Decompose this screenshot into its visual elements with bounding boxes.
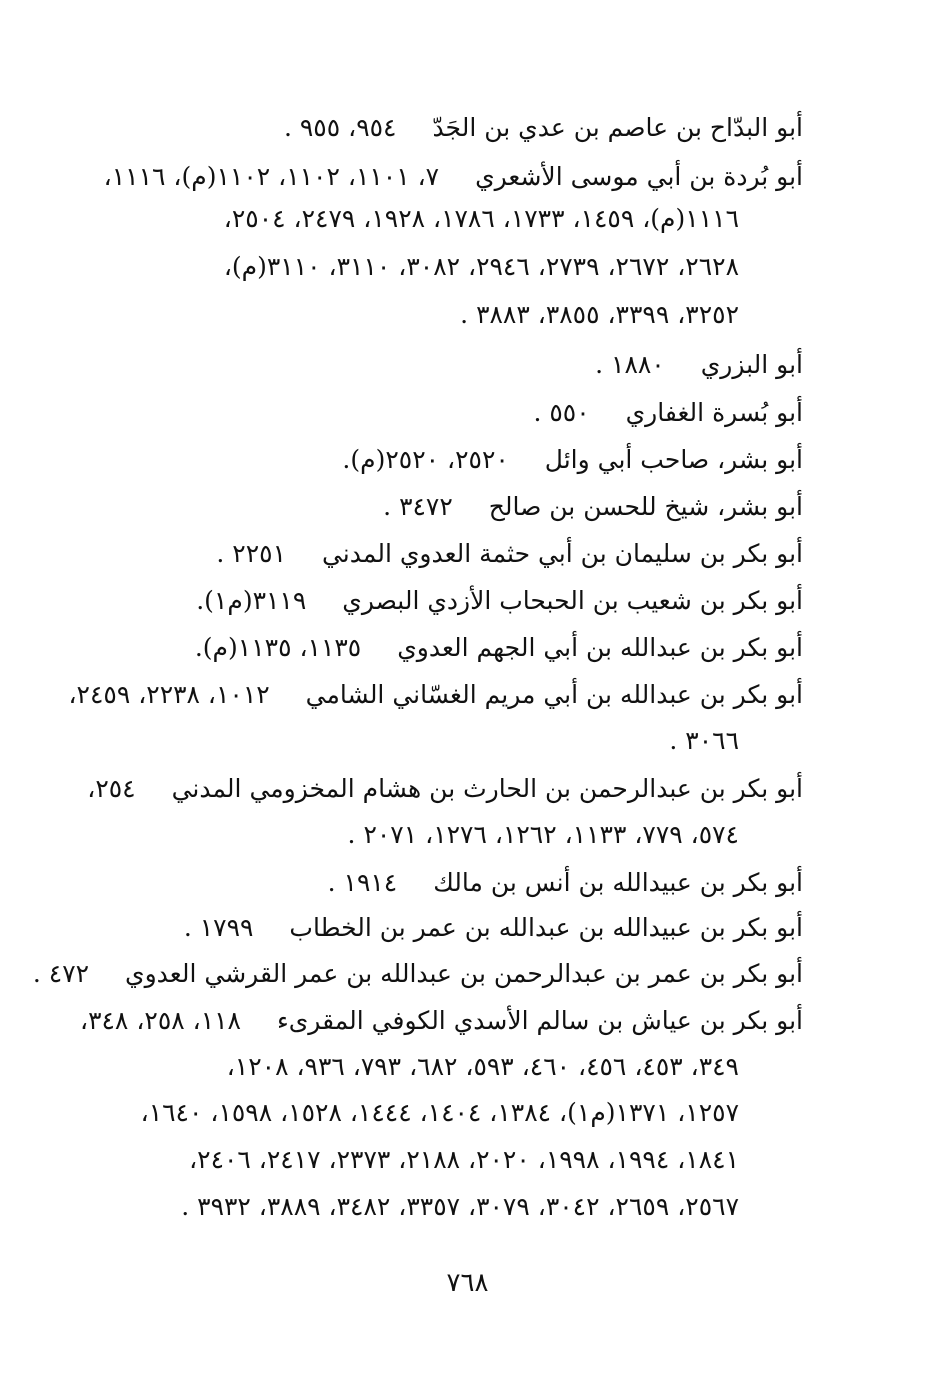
entry-name: أبو بكر بن عبدالله بن أبي الجهم العدوي bbox=[397, 633, 803, 662]
entry-references: ٥٥٠ . bbox=[533, 398, 590, 427]
entry-references: ٩٥٤، ٩٥٥ . bbox=[283, 113, 397, 142]
entry-references: ٢٥٢٠، ٢٥٢٠(م). bbox=[342, 445, 509, 474]
entry-references: ٣٤٩، ٤٥٣، ٤٥٦، ٤٦٠، ٥٩٣، ٦٨٢، ٧٩٣، ٩٣٦، ١٢٠٨، bbox=[226, 1052, 739, 1081]
entry-continuation bbox=[460, 298, 739, 332]
index-entry bbox=[195, 631, 803, 665]
entry-references: ١٧٩٩ . bbox=[183, 913, 254, 942]
index-entry bbox=[196, 584, 803, 618]
index-entry bbox=[80, 1004, 803, 1038]
entry-name: أبو بكر بن عبدالرحمن بن الحارث بن هشام المخزومي المدني bbox=[171, 774, 803, 803]
entry-name: أبو بُردة بن أبي موسى الأشعري bbox=[475, 162, 803, 191]
entry-references: ١٢٥٧، ١٣٧١(م١)، ١٣٨٤، ١٤٠٤، ١٤٤٤، ١٥٢٨، ١٥٩٨، ١٦٤٠، bbox=[140, 1098, 739, 1127]
entry-references: ١٩١٤ . bbox=[327, 868, 398, 897]
entry-name: أبو بكر بن عبدالله بن أبي مريم الغسّاني الشامي bbox=[305, 680, 803, 709]
entry-continuation bbox=[141, 1096, 739, 1130]
entry-references: ٤٧٢ . bbox=[32, 959, 90, 988]
index-entry bbox=[104, 160, 803, 194]
entry-references: ١١٣٥، ١١٣٥(م). bbox=[194, 633, 362, 662]
entry-continuation bbox=[227, 1050, 739, 1084]
entry-references: ٣٢٥٢، ٣٣٩٩، ٣٨٥٥، ٣٨٨٣ . bbox=[460, 300, 739, 329]
entry-references: ٢٦٢٨، ٢٦٧٢، ٢٧٣٩، ٢٩٤٦، ٣٠٨٢، ٣١١٠، ٣١١٠(م)، bbox=[223, 252, 739, 281]
index-entry bbox=[533, 396, 803, 430]
entry-continuation bbox=[189, 1143, 739, 1177]
index-entry bbox=[328, 866, 803, 900]
index-entry bbox=[184, 911, 803, 945]
index-entry bbox=[595, 348, 803, 382]
entry-references: ٥٧٤، ٧٧٩، ١١٣٣، ١٢٦٢، ١٢٧٦، ٢٠٧١ . bbox=[347, 820, 739, 849]
page-number: ٧٦٨ bbox=[446, 1268, 489, 1298]
entry-name: أبو البدّاح بن عاصم بن عدي بن الجَدّ bbox=[432, 113, 803, 142]
entry-continuation bbox=[348, 818, 739, 852]
index-entry bbox=[383, 490, 803, 524]
entry-name: أبو بكر بن عياش بن سالم الأسدي الكوفي المقرىء bbox=[276, 1006, 803, 1035]
entry-references: ٣١١٩(م١). bbox=[196, 586, 307, 615]
index-entry bbox=[87, 772, 803, 806]
index-entry bbox=[216, 537, 803, 571]
entry-references: ١١٨، ٢٥٨، ٣٤٨، bbox=[80, 1006, 241, 1035]
entry-name: أبو بكر بن عبيدالله بن أنس بن مالك bbox=[433, 868, 803, 897]
entry-name: أبو بكر بن سليمان بن أبي حثمة العدوي المدني bbox=[321, 539, 803, 568]
entry-references: ٣٤٧٢ . bbox=[383, 492, 453, 521]
index-entry bbox=[68, 678, 803, 712]
entry-continuation bbox=[224, 202, 739, 236]
entry-continuation bbox=[181, 1190, 739, 1224]
entry-references: ٢٢٥١ . bbox=[216, 539, 286, 568]
entry-name: أبو بكر بن شعيب بن الحبحاب الأزدي البصري bbox=[342, 586, 803, 615]
index-entry bbox=[33, 957, 803, 991]
entry-references: ٣٠٦٦ . bbox=[669, 726, 739, 755]
entry-name: أبو بُسرة الغفاري bbox=[625, 398, 803, 427]
entry-name: أبو بكر بن عبيدالله بن عبدالله بن عمر بن الخطاب bbox=[289, 913, 803, 942]
entry-name: أبو البزري bbox=[700, 350, 803, 379]
entry-name: أبو بشر، صاحب أبي وائل bbox=[544, 445, 803, 474]
entry-references: ١٨٤١، ١٩٩٤، ١٩٩٨، ٢٠٢٠، ٢١٨٨، ٢٣٧٣، ٢٤١٧، ٢٤٠٦، bbox=[189, 1145, 739, 1174]
entry-continuation bbox=[669, 724, 739, 758]
entry-references: ٧، ١١٠١، ١١٠٢، ١١٠٢(م)، ١١١٦، bbox=[103, 162, 440, 191]
entry-references: ٢٥٤، bbox=[87, 774, 136, 803]
entry-references: ١١١٦(م)، ١٤٥٩، ١٧٣٣، ١٧٨٦، ١٩٢٨، ٢٤٧٩، ٢٥٠٤، bbox=[223, 204, 739, 233]
entry-name: أبو بشر، شيخ للحسن بن صالح bbox=[488, 492, 803, 521]
index-entry bbox=[342, 443, 803, 477]
entry-references: ١٠١٢، ٢٢٣٨، ٢٤٥٩، bbox=[68, 680, 270, 709]
entry-references: ١٨٨٠ . bbox=[595, 350, 665, 379]
entry-name: أبو بكر بن عمر بن عبدالرحمن بن عبدالله بن عمر القرشي العدوي bbox=[125, 959, 803, 988]
entry-references: ٢٥٦٧، ٢٦٥٩، ٣٠٤٢، ٣٠٧٩، ٣٣٥٧، ٣٤٨٢، ٣٨٨٩، ٣٩٣٢ . bbox=[181, 1192, 739, 1221]
index-entry bbox=[284, 111, 803, 145]
entry-continuation bbox=[224, 250, 739, 284]
